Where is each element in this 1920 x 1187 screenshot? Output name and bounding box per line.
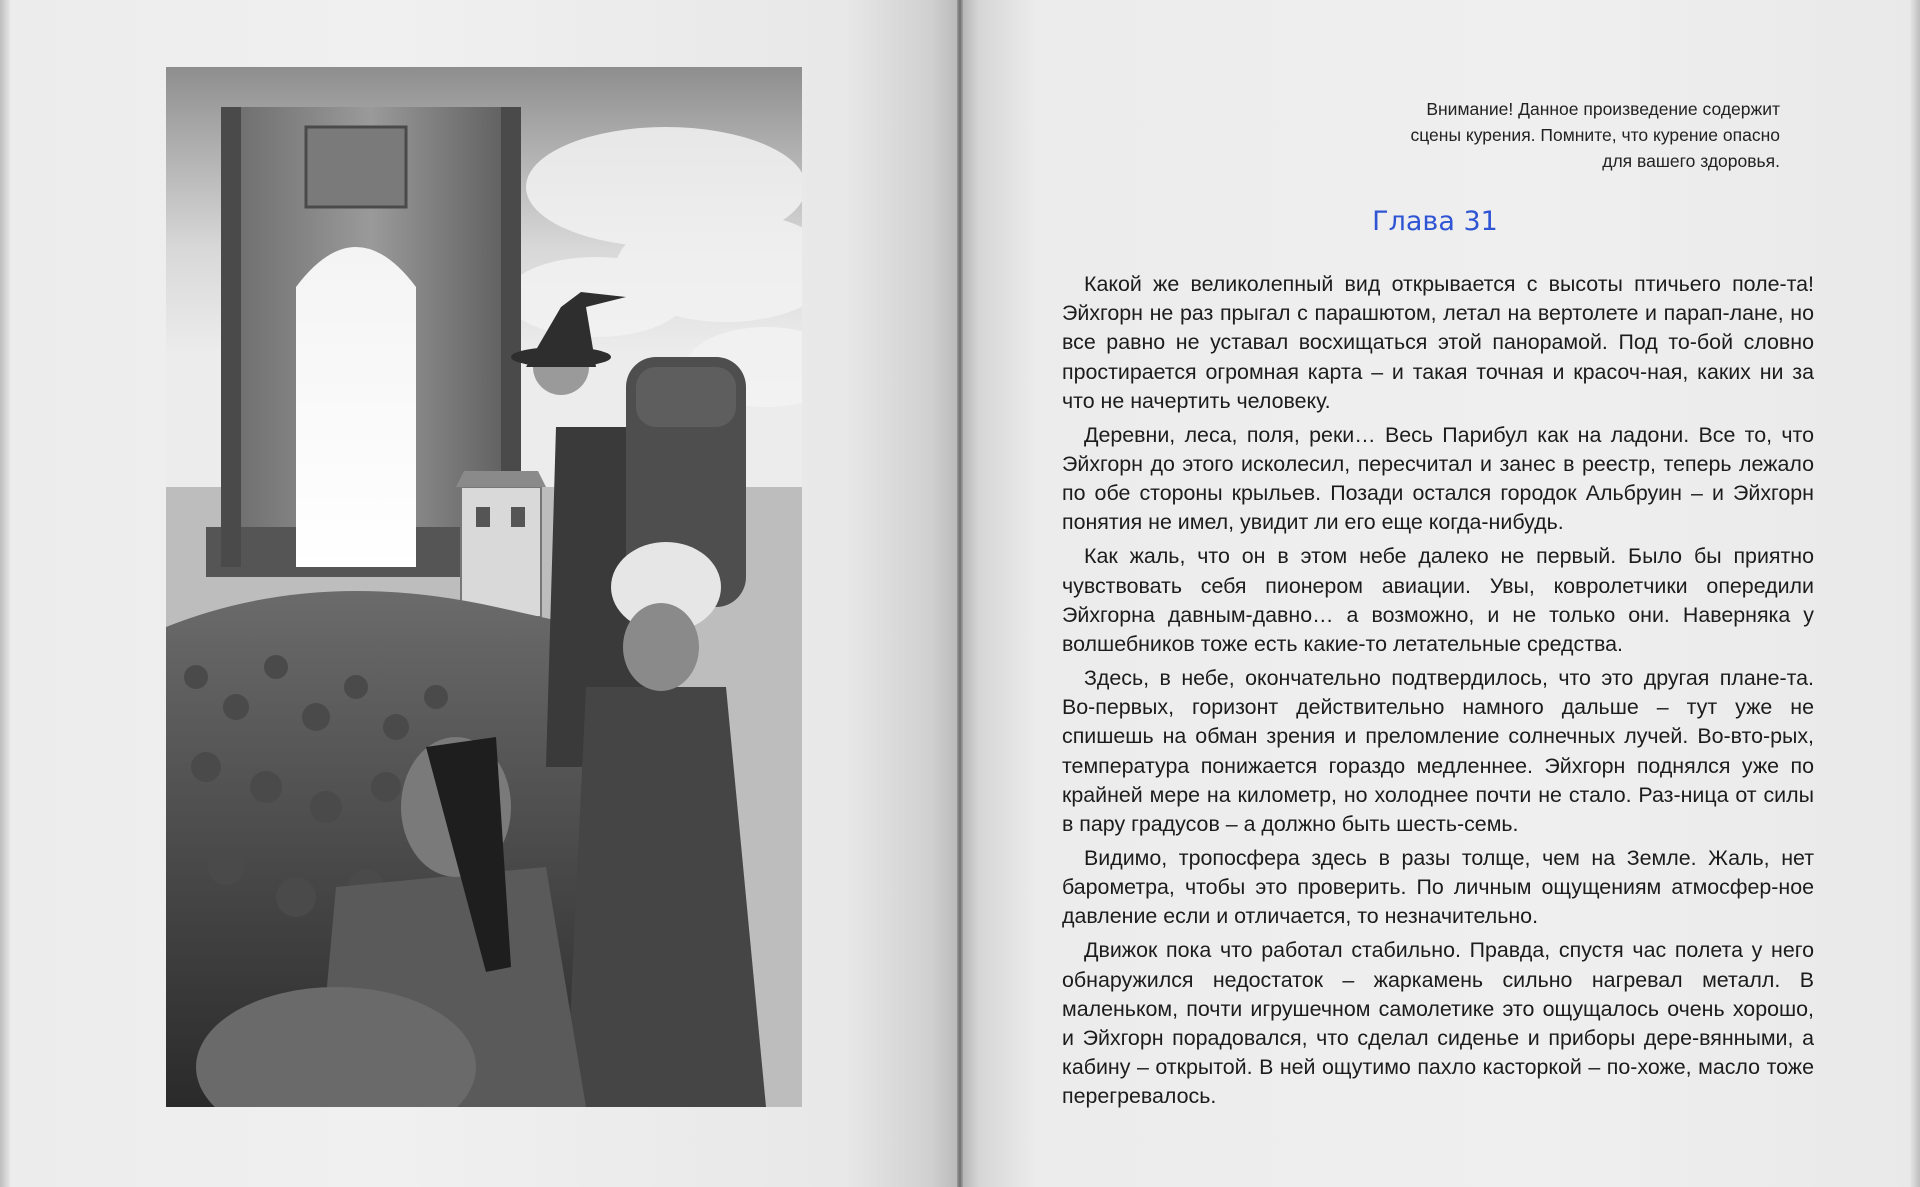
paragraph: Деревни, леса, поля, реки… Весь Парибул как на ладони. Все то, что Эйхгорн до этого исколесил, пересчитал и занес в реестр, теперь лежало по обе стороны крыльев. Позади остался городок Альбруин – и Эйхгорн понятия не имел, увидит ли его еще когда-нибудь. — [1062, 422, 1814, 535]
left-page-edge — [0, 0, 10, 1187]
house — [456, 471, 546, 617]
smoking-warning — [1290, 96, 1780, 174]
right-page-edge — [1910, 0, 1920, 1187]
chapter-title: Глава 31 — [1372, 206, 1498, 237]
book-spine — [957, 0, 963, 1187]
chapter-illustration — [166, 67, 802, 1107]
warning-line: сцены курения. Помните, что курение опасно — [1410, 125, 1780, 145]
paragraph: Здесь, в небе, окончательно подтвердилось, что это другая плане-та. Во-первых, горизонт действительно намного дальше – тут уже не спишешь на обман зрения и преломление солнечных лучей. Во-вто-рых, температура понижается гораздо медленнее. Эйхгорн поднялся уже по крайней мере на километр, но холоднее почти не стало. Раз-ница от силы в пару градусов – а должно быть шесть-семь. — [1062, 666, 1814, 837]
paragraph: Видимо, тропосфера здесь в разы толще, чем на Земле. Жаль, нет барометра, чтобы это проверить. По личным ощущениям атмосфер-ное давление если и отличается, то незначительно. — [1062, 846, 1814, 929]
paragraph: Какой же великолепный вид открывается с высоты птичьего поле-та! Эйхгорн не раз прыгал с парашютом, летал на вертолете и парап-лане, но все равно не уставал восхищаться этой панорамой. Под то-бой словно простирается огромная карта – и такая точная и красоч-ная, каких ни за что не начертить человеку. — [1062, 272, 1814, 413]
chapter-body — [1062, 270, 1814, 1116]
paragraph: Как жаль, что он в этом небе далеко не первый. Было бы приятно чувствовать себя пионером авиации. Увы, ковролетчики опередили Эйхгорна давным-давно… а возможно, и не только они. Наверняка у волшебников тоже есть какие-то летательные средства. — [1062, 544, 1814, 657]
paragraph: Движок пока что работал стабильно. Правда, спустя час полета у него обнаружился недостаток – жаркамень сильно нагревал металл. В маленьком, почти игрушечном самолетике это ощущалось очень хорошо, и Эйхгорн порадовался, что сделал сиденье и приборы дере-вянными, а кабину – открытой. В ней ощутимо пахло касторкой – по-хоже, масло тоже перегревалось. — [1062, 938, 1814, 1109]
warning-line: для вашего здоровья. — [1602, 151, 1780, 171]
warning-line: Внимание! Данное произведение содержит — [1426, 99, 1780, 119]
